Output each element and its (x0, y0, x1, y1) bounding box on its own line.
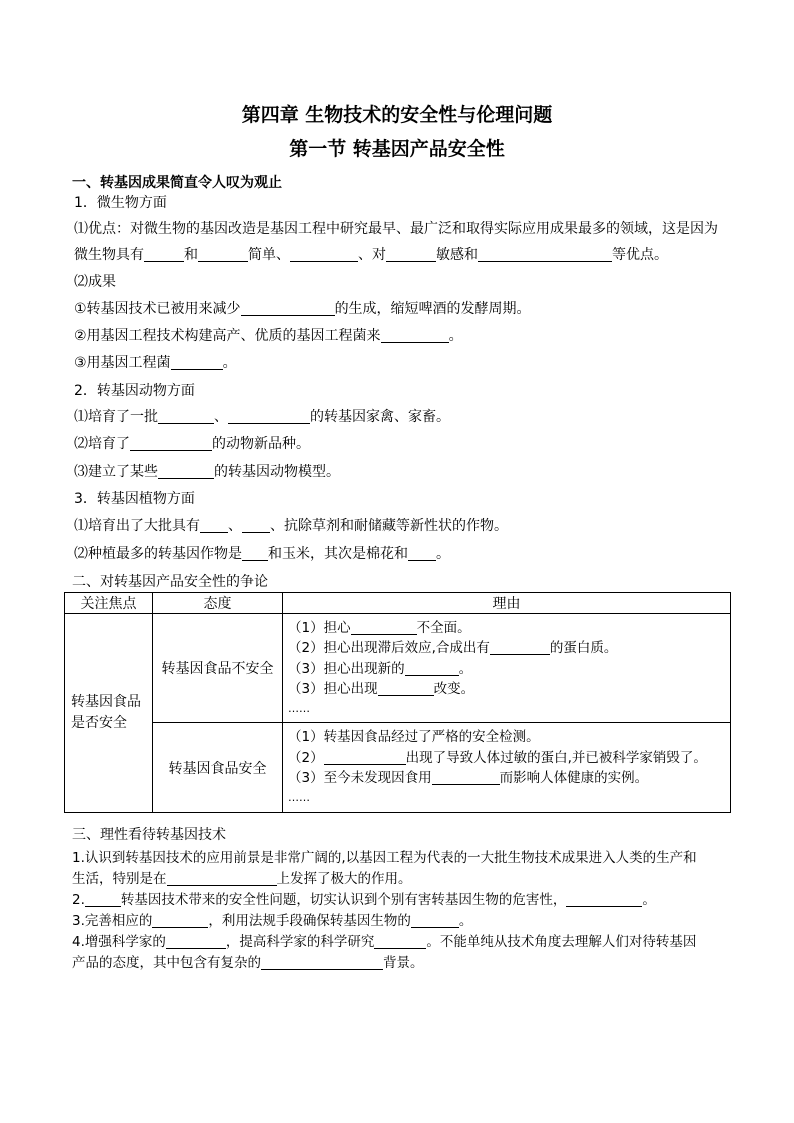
reason-ellipsis: …… (288, 791, 310, 805)
blank (490, 641, 550, 656)
blank (158, 409, 214, 424)
header-reason: 理由 (283, 593, 731, 614)
blank (166, 935, 226, 950)
blank (85, 893, 121, 908)
blank (405, 661, 459, 676)
attitude-unsafe: 转基因食品不安全 (153, 614, 283, 723)
blank (374, 935, 426, 950)
part3-p1-line2: 生活，特别是在 上发挥了极大的作用。 (72, 871, 412, 887)
attitude-safe: 转基因食品安全 (153, 723, 283, 812)
blank (408, 546, 436, 561)
micro-result-1: ①转基因技术已被用来减少 的生成，缩短啤酒的发酵周期。 (74, 301, 531, 317)
table-row (65, 723, 731, 812)
blank (478, 247, 612, 262)
blank (261, 956, 383, 971)
reason-item: （2）担心出现滞后效应,合成出有 的蛋白质。 (288, 640, 618, 657)
blank (200, 518, 228, 533)
micro-advantage-line2: 微生物具有 和 简单、 、对 敏感和 等优点。 (74, 247, 668, 263)
blank (411, 914, 459, 929)
blank (242, 546, 268, 561)
blank (432, 771, 500, 786)
part3-p2: 2. 转基因技术带来的安全性问题，切实认识到个别有害转基因生物的危害性， 。 (72, 892, 656, 908)
header-focus: 关注焦点 (65, 593, 153, 614)
blank (381, 328, 449, 343)
blank (171, 355, 223, 370)
blank (152, 914, 208, 929)
blank (158, 464, 214, 479)
part2-heading: 二、对转基因产品安全性的争论 (72, 574, 268, 590)
dispute-table (64, 592, 731, 813)
reason-ellipsis: …… (288, 702, 310, 716)
table-row (65, 614, 731, 723)
micro-result-2: ②用基因工程技术构建高产、优质的基因工程菌来 。 (74, 328, 463, 344)
part3-p1-line1: 1.认识到转基因技术的应用前景是非常广阔的,以基因工程为代表的一大批生物技术成果进入人类的生产和 (72, 850, 697, 866)
plant-line-2: ⑵种植最多的转基因作物是 和玉米，其次是棉花和 。 (74, 546, 450, 562)
animal-line-2: ⑵培育了 的动物新品种。 (74, 436, 310, 452)
part1-heading: 一、转基因成果简直令人叹为观止 (72, 175, 282, 191)
part3-heading: 三、理性看待转基因技术 (72, 827, 226, 843)
reason-item: （3）担心出现新的 。 (288, 660, 473, 677)
animal-heading: 2．转基因动物方面 (74, 383, 195, 399)
reasons-unsafe (283, 614, 731, 723)
micro-result-3: ③用基因工程菌 。 (74, 355, 237, 371)
part3-p4-line1: 4.增强科学家的 ，提高科学家的科学研究 。不能单纯从技术角度去理解人们对待转基因 (72, 934, 697, 950)
part3-p3: 3.完善相应的 ，利用法规手段确保转基因生物的 。 (72, 913, 473, 929)
blank (241, 301, 335, 316)
blank (378, 681, 434, 696)
header-attitude: 态度 (153, 593, 283, 614)
plant-line-1: ⑴培育出了大批具有 、 、抗除草剂和耐储藏等新性状的作物。 (74, 518, 508, 534)
reasons-safe (283, 723, 731, 812)
reason-item: （3）担心出现 改变。 (288, 680, 475, 697)
micro-advantage-line1: ⑴优点：对微生物的基因改造是基因工程中研究最早、最广泛和取得实际应用成果最多的领域，这是因为 (74, 221, 718, 237)
blank (130, 436, 212, 451)
plant-heading: 3．转基因植物方面 (74, 491, 195, 507)
animal-line-1: ⑴培育了一批 、 的转基因家禽、家畜。 (74, 409, 450, 425)
blank (324, 750, 406, 765)
blank (198, 247, 248, 262)
chapter-title: 第四章 生物技术的安全性与伦理问题 (241, 104, 553, 126)
blank (242, 518, 270, 533)
blank (386, 247, 436, 262)
animal-line-3: ⑶建立了某些 的转基因动物模型。 (74, 464, 340, 480)
micro-heading: 1．微生物方面 (74, 195, 167, 211)
blank (351, 621, 417, 636)
table-header-row (65, 593, 731, 614)
blank (144, 247, 184, 262)
micro-result-label: ⑵成果 (74, 274, 116, 290)
section-title: 第一节 转基因产品安全性 (289, 138, 505, 160)
reason-item: （1）转基因食品经过了严格的安全检测。 (288, 729, 540, 746)
part3-p4-line2: 产品的态度，其中包含有复杂的 背景。 (72, 955, 424, 971)
blank (290, 247, 358, 262)
reason-item: （2） 出现了导致人体过敏的蛋白,并已被科学家销毁了。 (288, 749, 707, 766)
blank (167, 872, 277, 887)
blank (228, 409, 310, 424)
focus-cell: 转基因食品是否安全 (65, 614, 153, 813)
blank (566, 893, 642, 908)
reason-item: （1）担心 不全面。 (288, 620, 471, 636)
reason-item: （3）至今未发现因食用 而影响人体健康的实例。 (288, 770, 649, 787)
